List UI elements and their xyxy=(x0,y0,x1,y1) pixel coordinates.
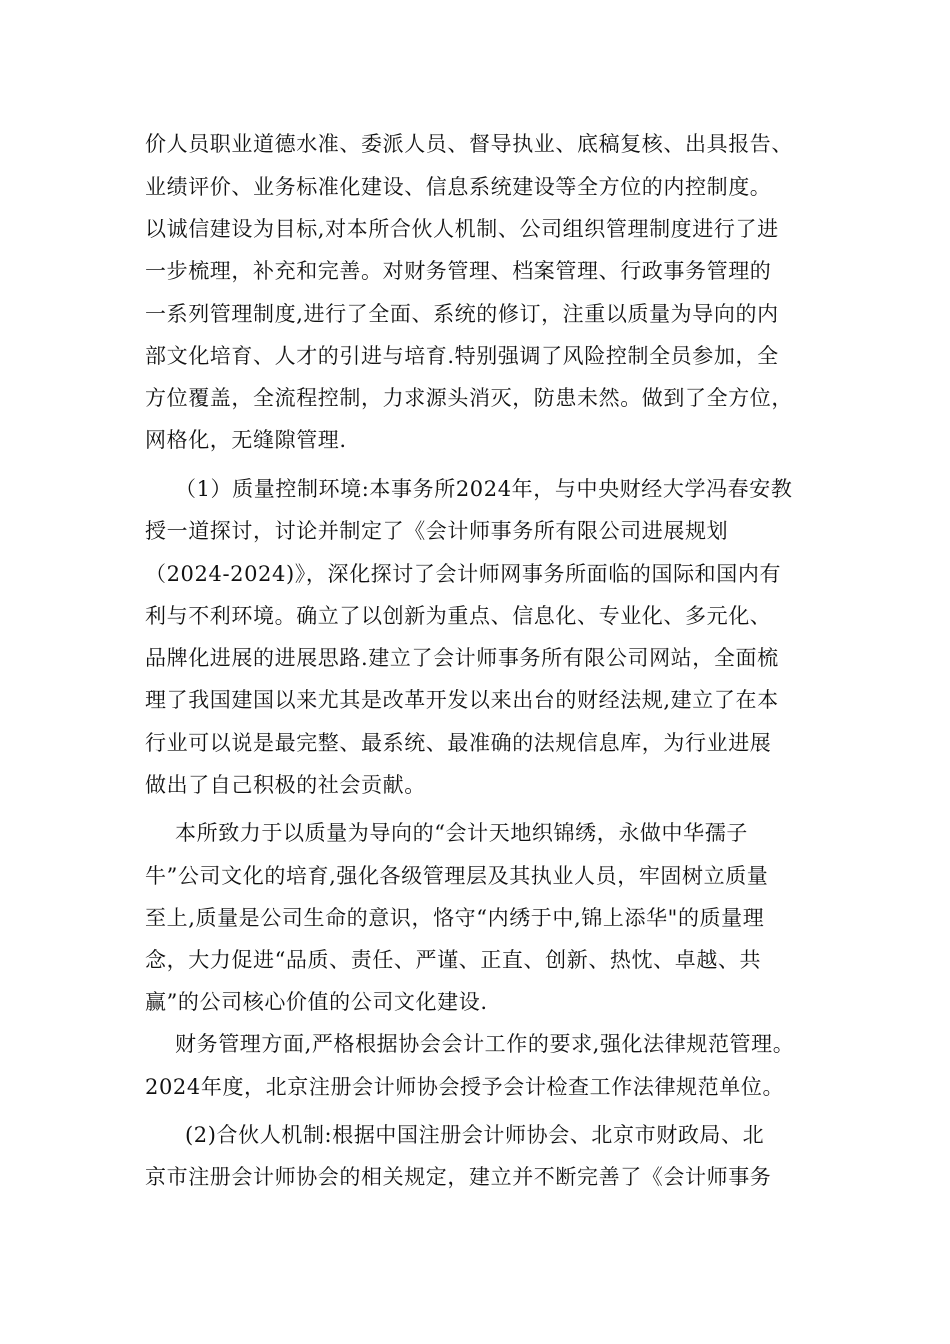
text-line: 品牌化进展的进展思路.建立了会计师事务所有限公司网站，全面梳 xyxy=(145,646,779,670)
text-line: 京市注册会计师协会的相关规定，建立并不断完善了《会计师事务 xyxy=(145,1165,772,1189)
text-line: 赢”的公司核心价值的公司文化建设. xyxy=(145,990,488,1014)
text-line: 本所致力于以质量为导向的“会计天地织锦绣，永做中华孺子 xyxy=(175,821,748,845)
text-line: 价人员职业道德水准、委派人员、督导执业、底稿复核、出具报告、 xyxy=(145,132,793,156)
text-line: 网格化，无缝隙管理. xyxy=(145,428,347,452)
text-line: 财务管理方面,严格根据协会会计工作的要求,强化法律规范管理。 xyxy=(175,1032,795,1056)
text-line: 理了我国建国以来尤其是改革开发以来出台的财经法规,建立了在本 xyxy=(145,688,779,712)
text-line: （2024-2024)》，深化探讨了会计师网事务所面临的国际和国内有 xyxy=(145,562,782,586)
text-line: 方位覆盖，全流程控制，力求源头消灭，防患未然。做到了全方位， xyxy=(145,386,793,410)
text-line: 授一道探讨，讨论并制定了《会计师事务所有限公司进展规划 xyxy=(145,519,729,543)
text-line: 一步梳理，补充和完善。对财务管理、档案管理、行政事务管理的 xyxy=(145,259,772,283)
text-line: （1）质量控制环境:本事务所2024年，与中央财经大学冯春安教 xyxy=(175,477,793,501)
text-line: 做出了自己积极的社会贡献。 xyxy=(145,773,426,797)
text-line: 至上,质量是公司生命的意识，恪守“内绣于中,锦上添华"的质量理 xyxy=(145,906,765,930)
text-line: 牛”公司文化的培育,强化各级管理层及其执业人员，牢固树立质量 xyxy=(145,864,769,888)
text-line: (2)合伙人机制:根据中国注册会计师协会、北京市财政局、北 xyxy=(185,1123,765,1147)
text-line: 一系列管理制度,进行了全面、系统的修订，注重以质量为导向的内 xyxy=(145,302,779,326)
text-line: 部文化培育、人才的引进与培育.特别强调了风险控制全员参加，全 xyxy=(145,344,779,368)
text-line: 念，大力促进“品质、责任、严谨、正直、创新、热忱、卓越、共 xyxy=(145,948,762,972)
text-line: 利与不利环境。确立了以创新为重点、信息化、专业化、多元化、 xyxy=(145,604,772,628)
text-line: 以诚信建设为目标,对本所合伙人机制、公司组织管理制度进行了进 xyxy=(145,217,779,241)
text-line: 业绩评价、业务标准化建设、信息系统建设等全方位的内控制度。 xyxy=(145,175,772,199)
text-line: 2024年度，北京注册会计师协会授予会计检查工作法律规范单位。 xyxy=(145,1075,785,1099)
text-line: 行业可以说是最完整、最系统、最准确的法规信息库，为行业进展 xyxy=(145,731,772,755)
